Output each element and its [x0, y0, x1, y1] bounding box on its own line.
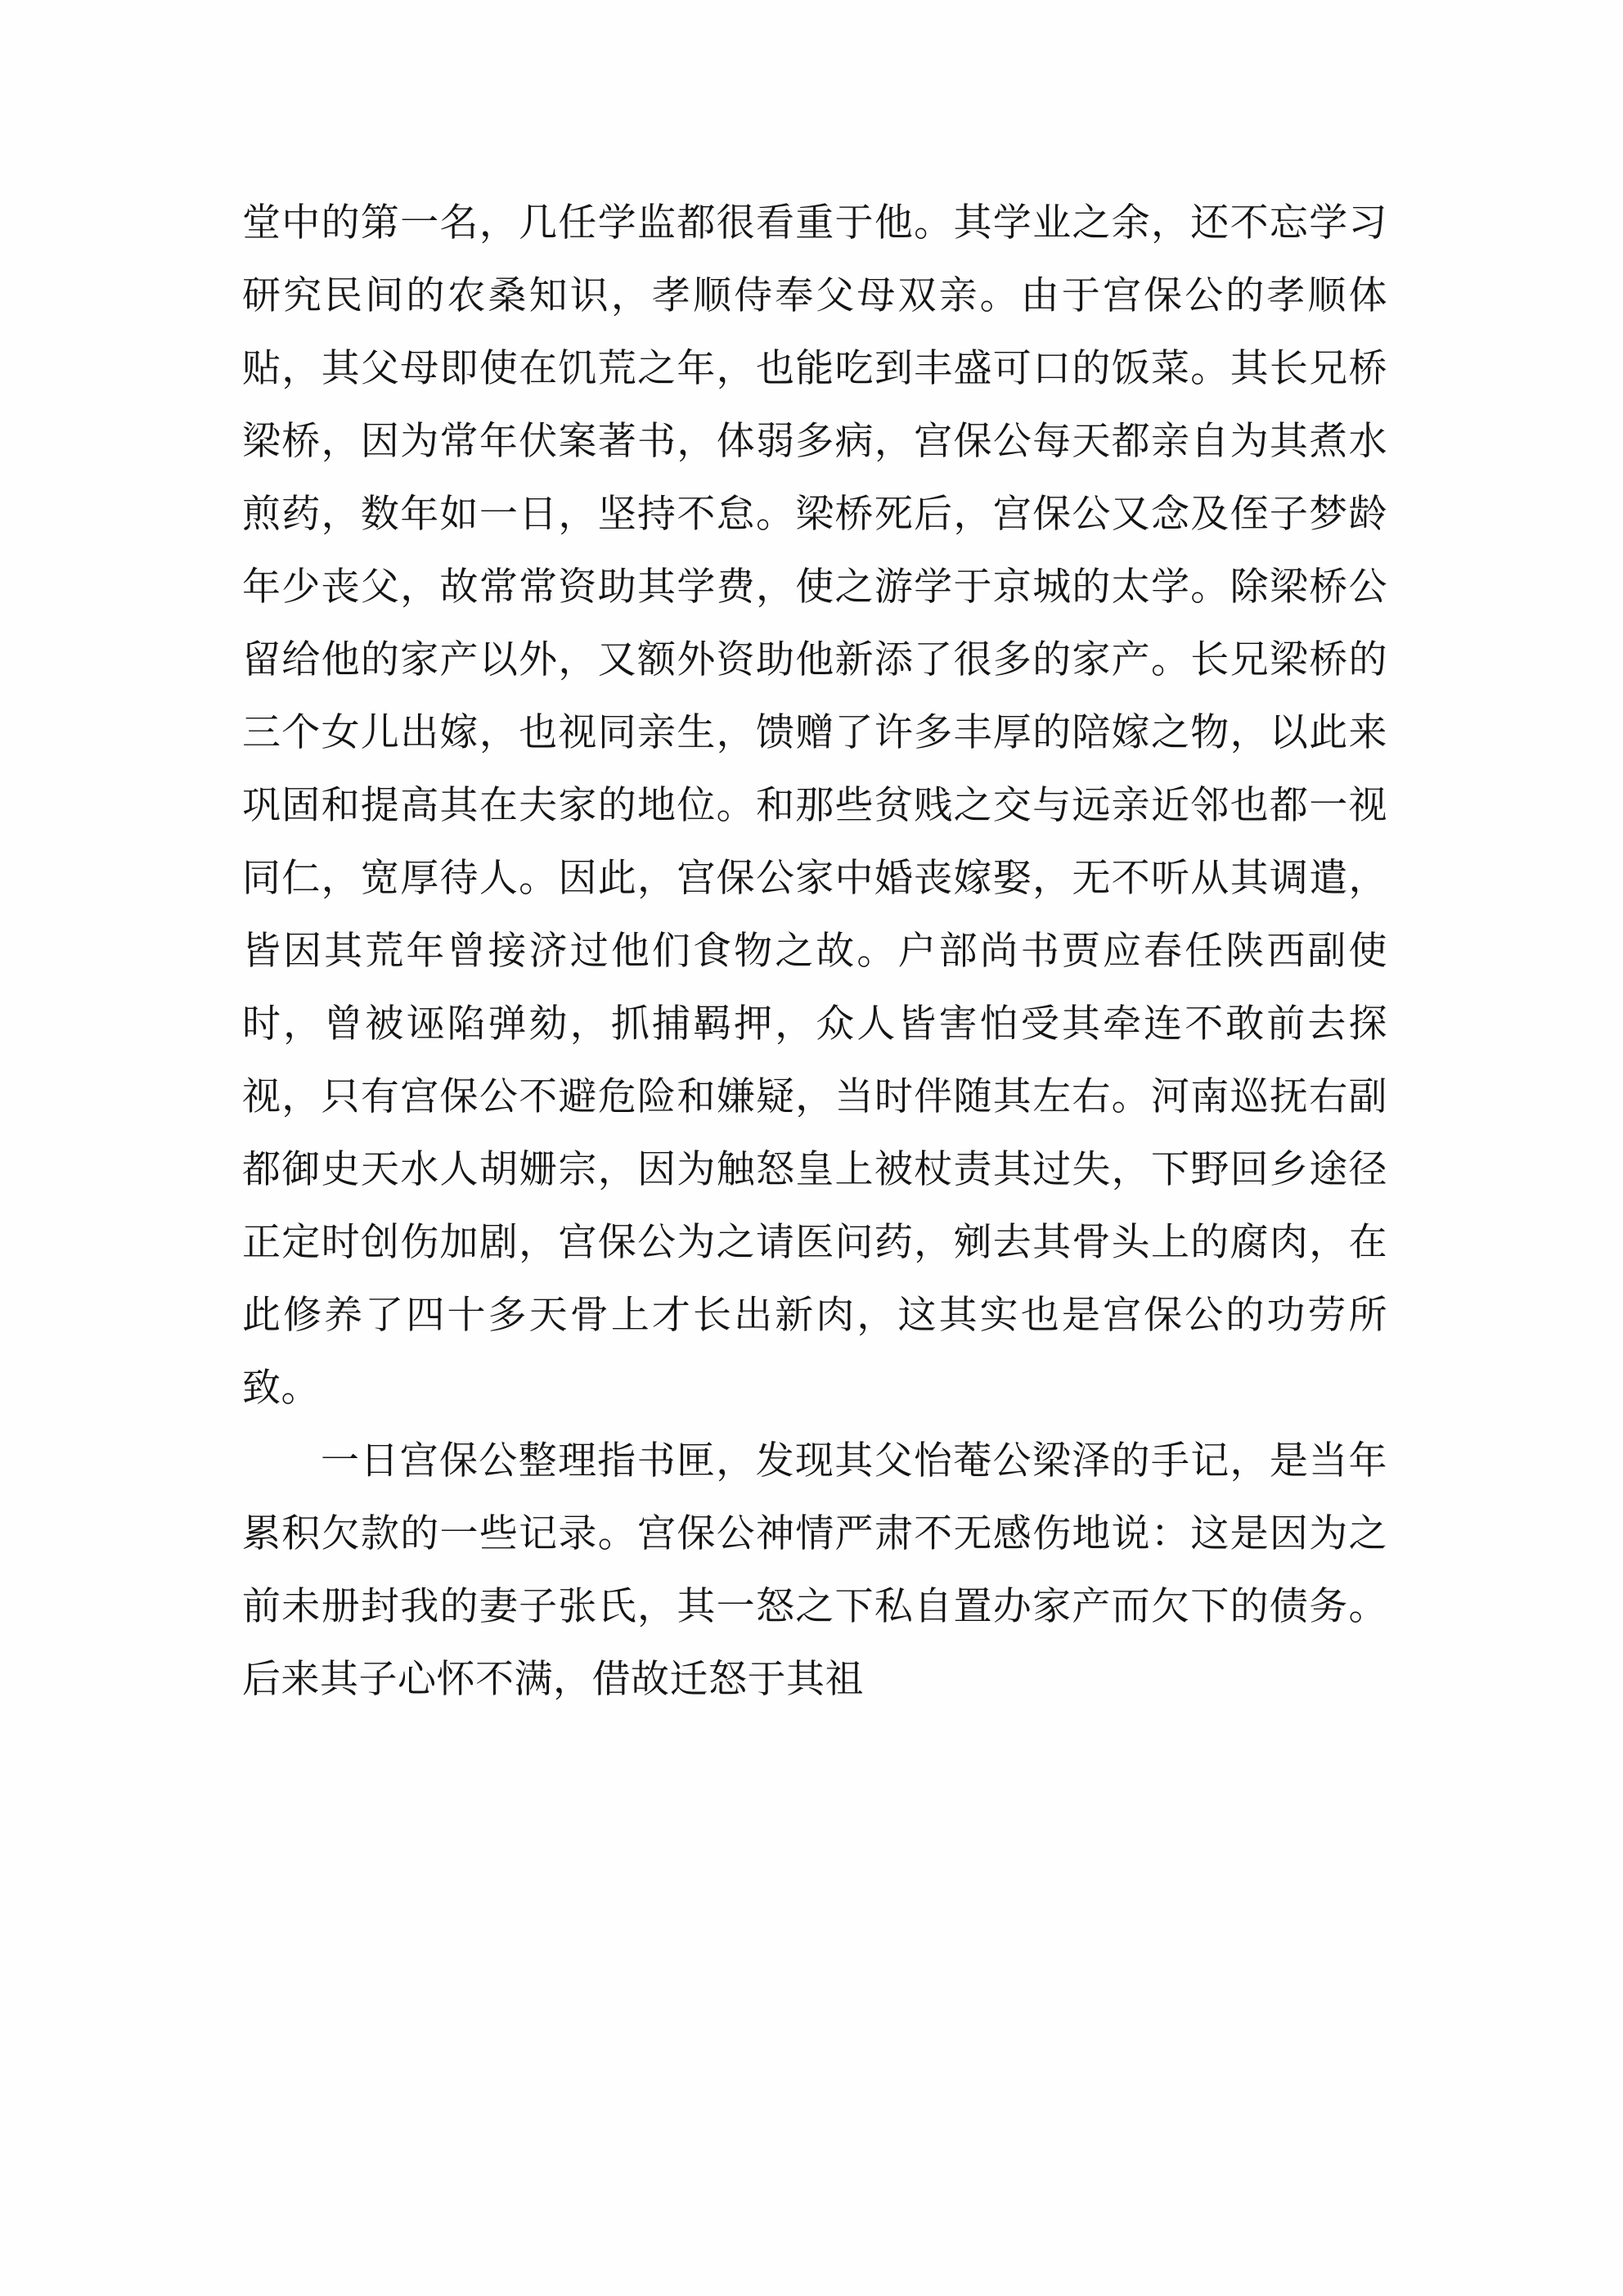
body-paragraph: 一日宫保公整理指书匣，发现其父怡菴公梁泽的手记，是当年累积欠款的一些记录。宫保公神情严肃不无感伤地说：这是因为之前未册封我的妻子张氏，其一怒之下私自置办家产而欠下的债务。后来其子心怀不满，借故迁怒于其祖 [242, 1438, 1387, 1702]
page-text-block [242, 187, 1387, 1716]
body-paragraph: 堂中的第一名，几任学监都很看重于他。其学业之余，还不忘学习研究民间的农桑知识，孝顺侍奉父母双亲。由于宫保公的孝顺体贴，其父母即使在饥荒之年，也能吃到丰盛可口的饭菜。其长兄桥梁桥，因为常年伏案著书，体弱多病，宫保公每天都亲自为其煮水煎药，数年如一日，坚持不怠。梁桥死后，宫保公又念及侄子梦龄年少丧父，故常常资助其学费，使之游学于京城的太学。除梁桥公留给他的家产以外，又额外资助他新添了很多的家产。长兄梁桥的三个女儿出嫁，也视同亲生，馈赠了许多丰厚的陪嫁之物，以此来巩固和提高其在夫家的地位。和那些贫贱之交与远亲近邻也都一视同仁，宽厚待人。因此，宫保公家中婚丧嫁娶，无不听从其调遣，皆因其荒年曾接济过他们食物之故。户部尚书贾应春任陕西副使时，曾被诬陷弹劾，抓捕羁押，众人皆害怕受其牵连不敢前去探视，只有宫保公不避危险和嫌疑，当时伴随其左右。河南巡抚右副都御史天水人胡姗宗，因为触怒皇上被杖责其过失，下野回乡途径正定时创伤加剧，宫保公为之请医问药，剜去其骨头上的腐肉，在此修养了四十多天骨上才长出新肉，这其实也是宫保公的功劳所致。 [242, 200, 1387, 1411]
